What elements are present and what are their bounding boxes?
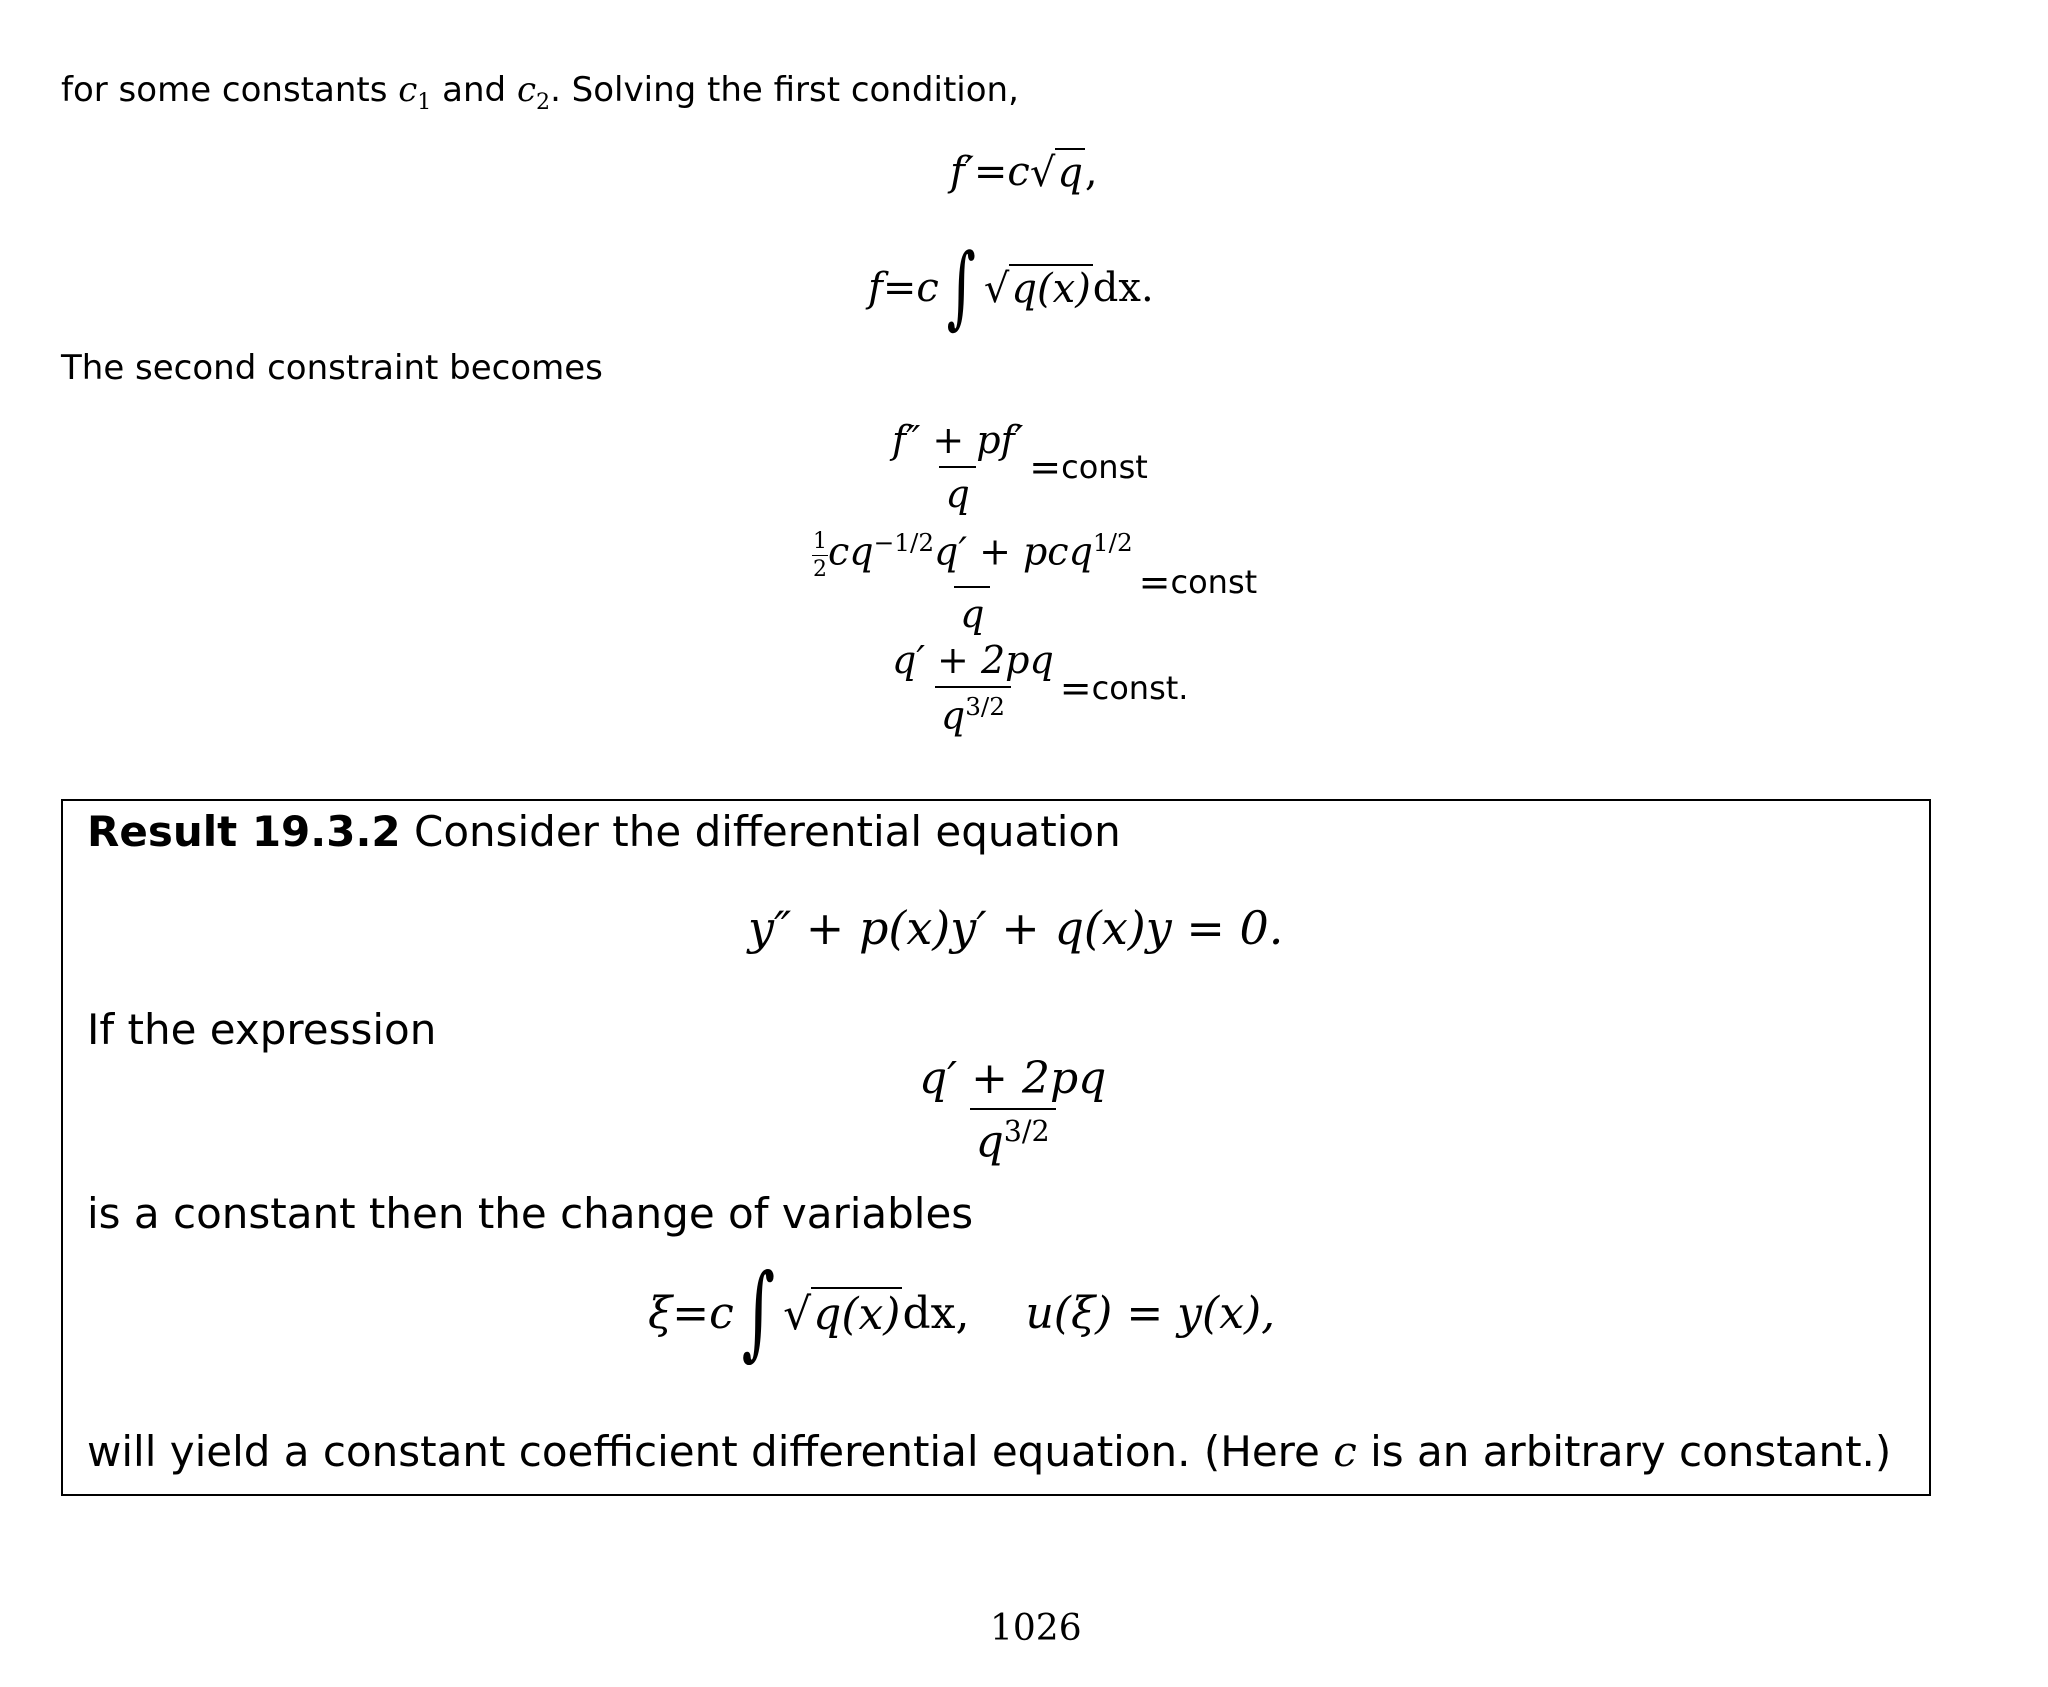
integral-sign: ∫	[946, 235, 976, 340]
result-label: Result 19.3.2	[87, 807, 401, 856]
constraint-eq-2: $\frac{1}{2}$ $cq^{-1/2}q' + pcq^{1/2}$ q = const	[813, 528, 1258, 636]
page-number: 1026	[990, 1608, 1082, 1649]
equation-f-integral: f = c ∫ √ q(x) dx.	[868, 235, 1154, 340]
result-change-of-variables: ξ = c ∫ √ q(x) dx, u(ξ) = y(x),	[648, 1253, 1276, 1373]
result-const-text: is a constant then the change of variables	[87, 1189, 974, 1238]
intro-text: for some constants $c_1$ and $c_2$. Solving the first condition,	[61, 70, 1019, 115]
result-expression: $\frac{q' + 2pq}{q^{3/2}}$	[919, 1053, 1107, 1168]
result-heading: Result 19.3.2 Consider the differential equation	[87, 807, 1121, 856]
second-constraint-text: The second constraint becomes	[61, 348, 603, 388]
constraint-eq-3: $\frac{q' + 2pq}{q^{3/2}}$ = const.	[892, 638, 1189, 738]
result-ode: y″ + p(x)y′ + q(x)y = 0.	[748, 901, 1284, 955]
equation-f-prime: f′ = c √ q ,	[950, 149, 1098, 196]
result-final-text: will yield a constant coefficient differential equation. (Here c is an arbitrary constant.)	[87, 1427, 1892, 1476]
result-box	[61, 799, 1931, 1496]
result-if-text: If the expression	[87, 1005, 437, 1054]
integral-sign: ∫	[741, 1253, 776, 1373]
constraint-eq-1: $\frac{f'' + pf'}{q}$ = const	[892, 418, 1148, 516]
